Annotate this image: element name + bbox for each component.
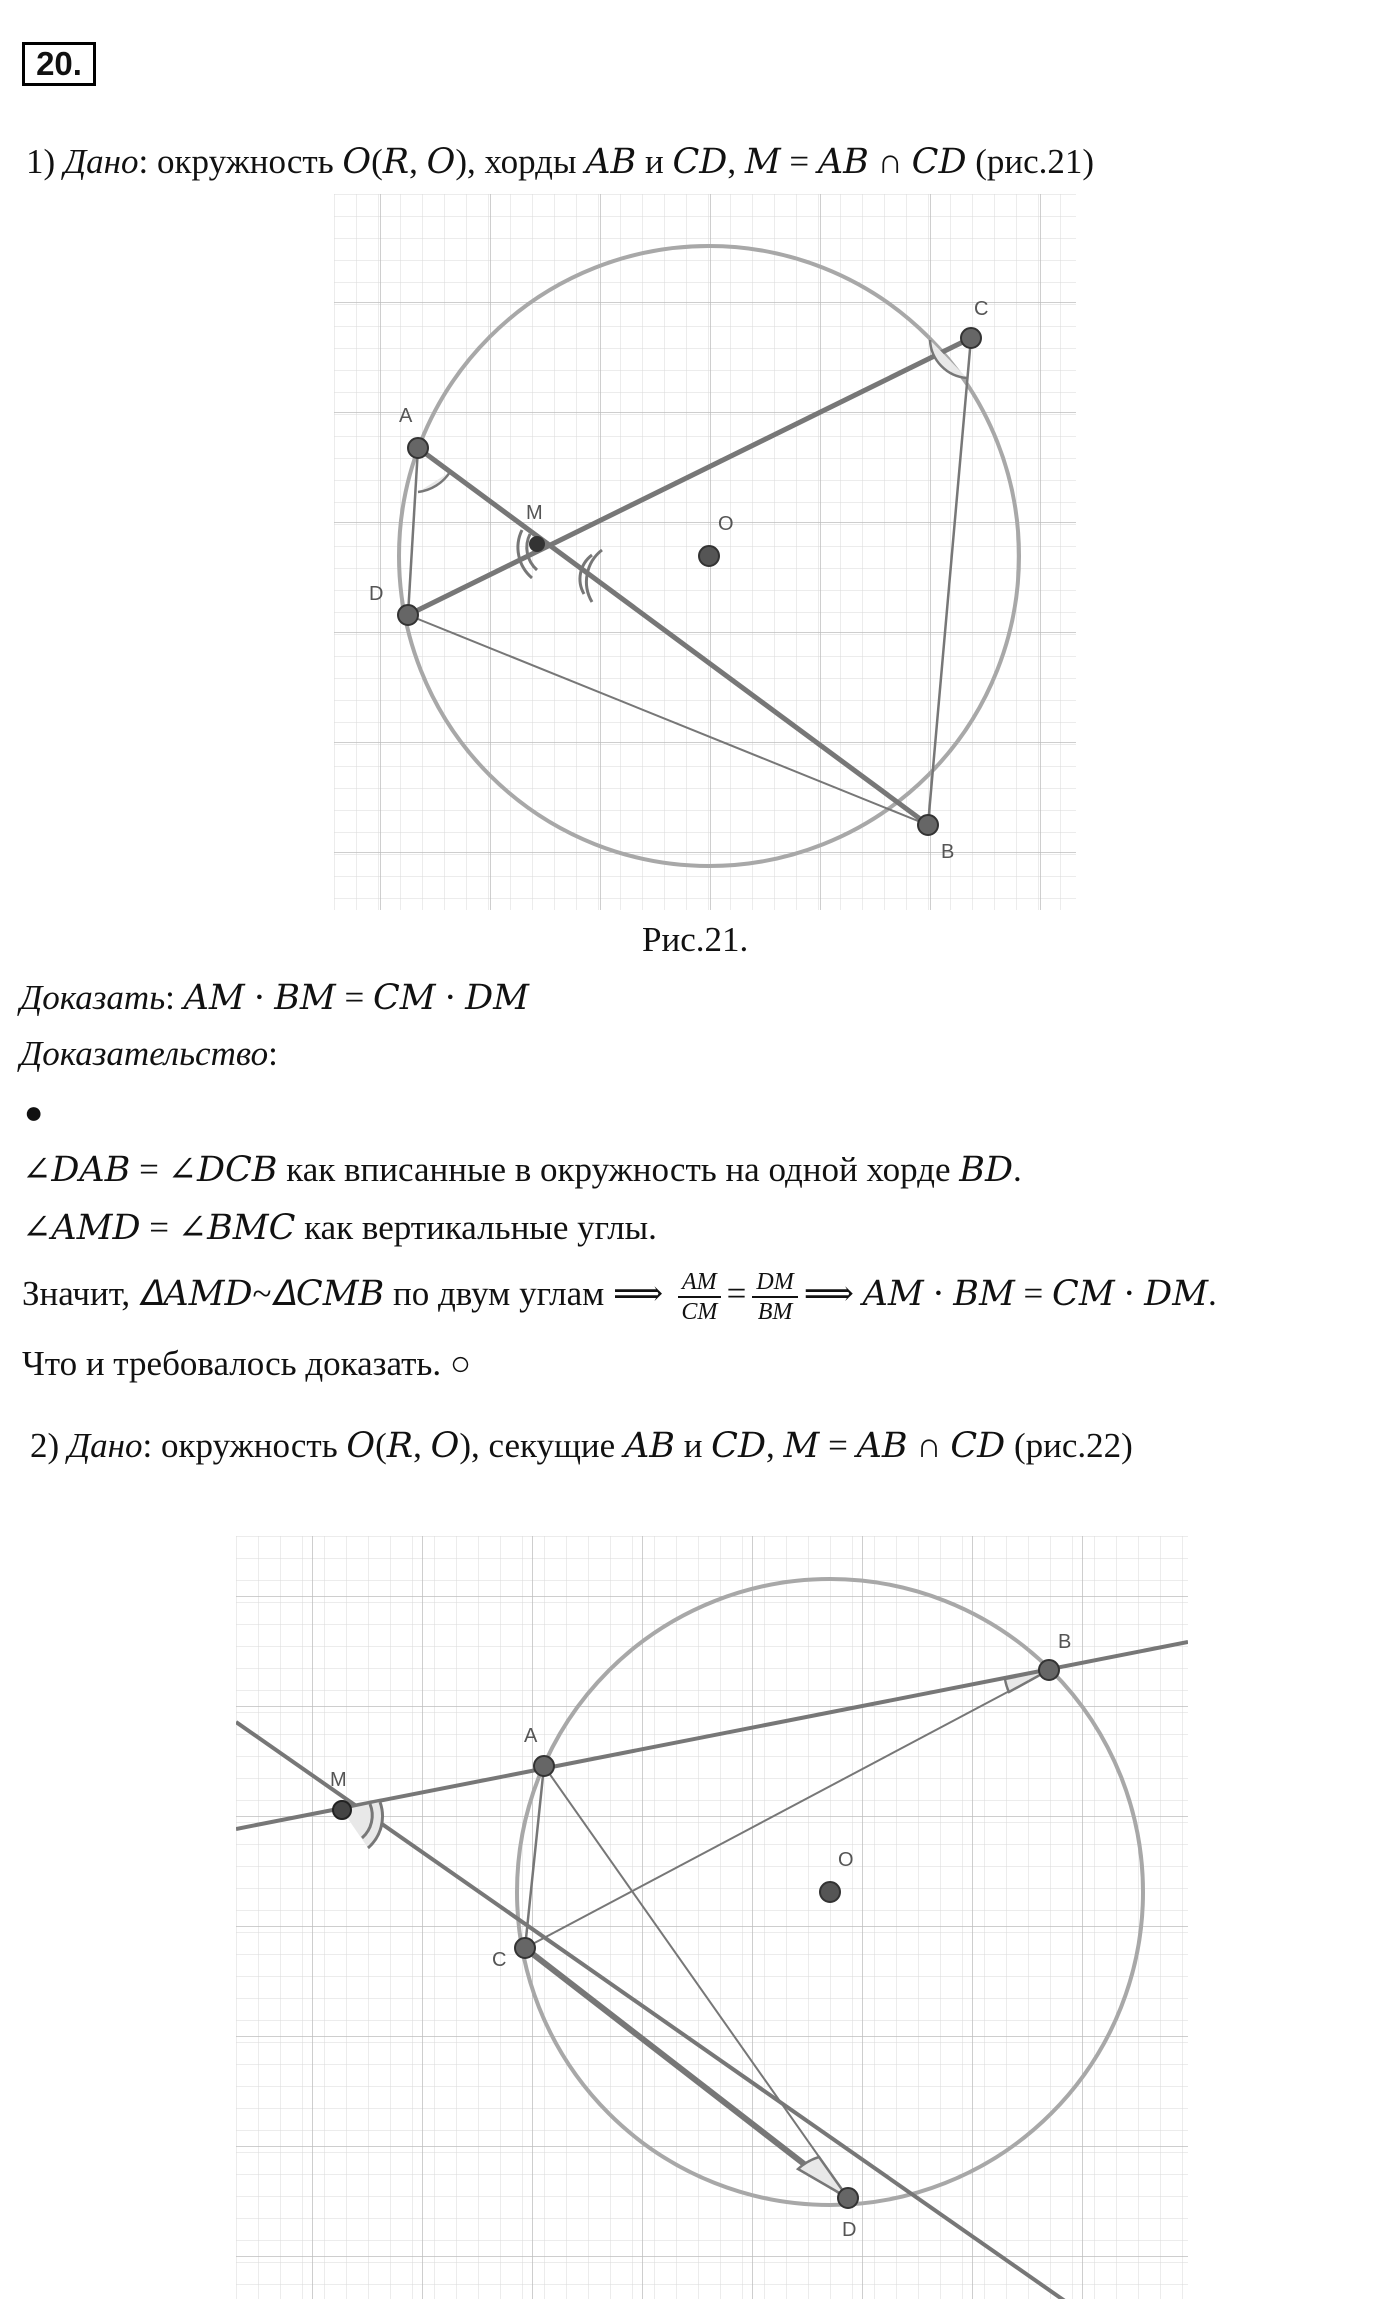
label-m: M [526,502,543,524]
prove-text: : 𝐴𝑀 ⋅ 𝐵𝑀 = 𝐶𝑀 ⋅ 𝐷𝑀 [165,978,530,1017]
fraction-dm-bm [752,1268,797,1326]
point-o [699,546,719,566]
figure-21-caption: Рис.21. [642,920,749,959]
frac2-denominator: BM [757,1299,793,1325]
prove-line [20,976,529,1020]
proof-heading [20,1032,278,1076]
equals-sign: = [726,1274,747,1314]
proof-line-2: ∠𝐴𝑀𝐷 = ∠𝐵𝑀𝐶 как вертикальные углы. [22,1208,657,1247]
label-c: C [974,298,989,320]
label-o: O [838,1849,854,1871]
bullet: ● [24,1094,44,1130]
label-d: D [369,583,384,605]
label-b: B [941,841,955,863]
point-d [838,2188,858,2208]
proof-colon: : [268,1034,278,1073]
problem-number: 20. [22,42,96,86]
point-c [961,328,981,348]
point-m [529,536,545,552]
label-o: O [718,513,734,535]
proof-line-1: ∠𝐷𝐴𝐵 = ∠𝐷𝐶𝐵 как вписанные в окружность на одной хорде 𝐵𝐷. [22,1150,1022,1189]
label-a: A [399,405,413,427]
point-o [820,1882,840,1902]
part1-given [26,140,1094,184]
point-m [333,1801,351,1819]
label-b: B [1058,1631,1072,1653]
figure-21 [334,194,1076,910]
frac1-numerator: AM [678,1268,721,1298]
proof-label: Доказательство [20,1034,269,1073]
frac2-numerator: DM [752,1268,797,1298]
label-d: D [842,2219,857,2241]
grid-major [236,1536,1188,2299]
label-c: C [492,1949,507,1971]
point-c [515,1938,535,1958]
part2-given [30,1424,1133,1468]
frac1-denominator: CM [681,1299,718,1325]
fraction-am-cm [678,1268,721,1326]
part1-given-label: Дано [63,142,139,181]
figure-22 [236,1536,1188,2299]
proof-line-3-start: Значит, 𝛥𝐴𝑀𝐷~𝛥𝐶𝑀𝐵 по двум углам ⟹ [22,1274,664,1314]
point-a [408,438,428,458]
part1-number: 1) [26,142,56,181]
part2-number: 2) [30,1426,60,1465]
part2-given-text: : окружность 𝑂(𝑅, 𝑂), секущие 𝐴𝐵 и 𝐶𝐷, 𝑀 = 𝐴𝐵 ∩ 𝐶𝐷 (рис.22) [142,1426,1133,1465]
point-b [1039,1660,1059,1680]
part1-given-text: : окружность 𝑂(𝑅, 𝑂), хорды 𝐴𝐵 и 𝐶𝐷, 𝑀 = 𝐴𝐵 ∩ 𝐶𝐷 (рис.21) [138,142,1095,181]
point-b [918,815,938,835]
proof-line-4: Что и требовалось доказать. ○ [22,1344,472,1383]
label-a: A [524,1725,538,1747]
label-m: M [330,1769,347,1791]
point-a [534,1756,554,1776]
point-d [398,605,418,625]
part2-given-label: Дано [67,1426,143,1465]
proof-line-3-end: ⟹ 𝐴𝑀 ⋅ 𝐵𝑀 = 𝐶𝑀 ⋅ 𝐷𝑀. [803,1274,1217,1314]
proof-line-3 [22,1268,1217,1326]
prove-label: Доказать [20,978,166,1017]
